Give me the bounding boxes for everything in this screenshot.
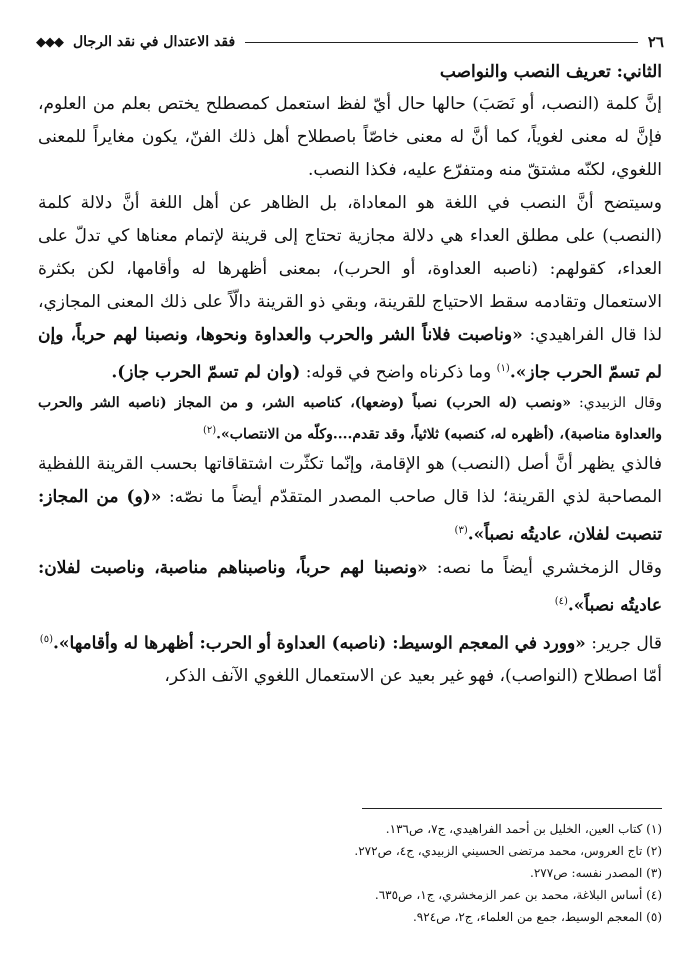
footnote-2: (٢) تاج العروس، محمد مرتضى الحسيني الزبيدي، ج٤، ص٢٧٢. xyxy=(354,844,662,858)
paragraph-linguistic xyxy=(38,187,662,390)
zubaidi-quote: «ونصب (له الحرب) نصباً (وضعها)، كناصبه الشر، و من المجاز (ناصبه الشر والحرب والعداوة مناصبة)، (أظهره له، كنصبه) ثلاثياً، وقد تقدم....وكلّه من الانتصاب». xyxy=(38,394,662,443)
zubaidi-intro: وقال الزبيدي: xyxy=(579,394,662,411)
footnote-4: (٤) أساس البلاغة، محمد بن عمر الزمخشري، ج١، ص٦٣٥. xyxy=(374,888,662,902)
origin-text: فالذي يظهر أنَّ أصل (النصب) هو الإقامة، وإنّما تكثّرت اشتقاقاتها بحسب القرينة اللفظية المصاحبة لذي القرينة؛ لذا قال صاحب المصدر المتقدّم أيضاً ما نصّه: xyxy=(38,454,662,508)
farahidi-quote: «وناصبت فلاناً الشر والحرب والعداوة ونحوها، ونصبنا لهم حرباً، وإن لم تسمّ الحرب جاز». xyxy=(38,325,662,383)
zamakhshari-intro: وقال الزمخشري أيضاً ما نصه: xyxy=(436,557,662,578)
paragraph-definition: إنَّ كلمة (النصب، أو نَصَبَ) حالها حال أيّ لفظ استعمل كمصطلح يختص بعلم من العلوم، فإنَّ له معنى لغوياً، كما أنَّ له معنى خاصّاً باصطلاح أهل ذلك الفنّ، يكون مغايراً للمعنى اللغوي، لكنّه مشتقّ منه ومتفرّع عليه، فكذا النصب. xyxy=(38,94,662,180)
farahidi-phrase: (وان لم تسمّ الحرب جاز). xyxy=(111,362,301,383)
footnote-ref-4: (٤) xyxy=(554,595,568,607)
footnote-ref-2: (٢) xyxy=(202,424,217,436)
jarir-intro: قال جرير: xyxy=(591,633,662,654)
section-heading: الثاني: تعريف النصب والنواصب xyxy=(439,62,662,82)
paragraph-linguistic-text: وسيتضح أنَّ النصب في اللغة هو المعاداة، بل الظاهر عن أهل اللغة أنَّ دلالة كلمة (النصب) على مطلق العداء هي دلالة مجازية تحتاج إلى قرينة لإتمام معناها كي تدلّ على العداء، كقولهم: (ناصبه العداوة، أو الحرب)، بمعنى أظهرها له وأقامها، لكن بكثرة الاستعمال وتقادمه سقط الاحتياج للقرينة، وبقي ذو القرينة دالّاً على ذلك المعنى المجازي، لذا قال الفراهيدي: xyxy=(38,193,663,345)
footnote-5: (٥) المعجم الوسيط، جمع من العلماء، ج٢، ص٩٢٤. xyxy=(412,910,662,924)
paragraph-zamakhshari xyxy=(38,552,662,623)
diamond-ornament-icon: ◆◆◆ xyxy=(36,34,63,50)
paragraph-terminology: أمّا اصطلاح (النواصب)، فهو غير بعيد عن الاستعمال اللغوي الآنف الذكر، xyxy=(164,666,662,687)
paragraph-origin xyxy=(38,448,662,552)
page-header xyxy=(36,30,664,54)
running-title: فقد الاعتدال في نقد الرجال xyxy=(73,34,236,50)
footnote-ref-1: (١) xyxy=(496,363,510,374)
zamakhshari-quote: «ونصبنا لهم حرباً، وناصبناهم مناصبة، وناصبت لفلان: عاديتُه نصباً». xyxy=(38,557,662,616)
footnote-3: (٣) المصدر نفسه: ص٢٧٧. xyxy=(530,866,662,880)
page-number: ٢٦ xyxy=(647,33,664,51)
paragraph-zubaidi xyxy=(38,390,662,449)
jarir-quote: «وورد في المعجم الوسيط: (ناصبه) العداوة أو الحرب: أظهرها له وأقامها». xyxy=(52,633,586,654)
footnotes xyxy=(38,818,662,928)
farahidi-after: وما ذكرناه واضح في قوله: xyxy=(305,362,492,383)
header-rule xyxy=(245,42,638,43)
main-text xyxy=(38,62,662,693)
origin-quote: «(و) من المجاز: تنصبت لفلان، عاديتُه نصباً». xyxy=(38,487,662,545)
footnote-separator xyxy=(362,808,662,809)
footnote-ref-5: (٥) xyxy=(39,633,53,645)
footnote-ref-3: (٣) xyxy=(454,525,468,537)
paragraph-jarir xyxy=(38,623,662,661)
footnote-1: (١) كتاب العين، الخليل بن أحمد الفراهيدي، ج٧، ص١٣٦. xyxy=(385,822,662,836)
